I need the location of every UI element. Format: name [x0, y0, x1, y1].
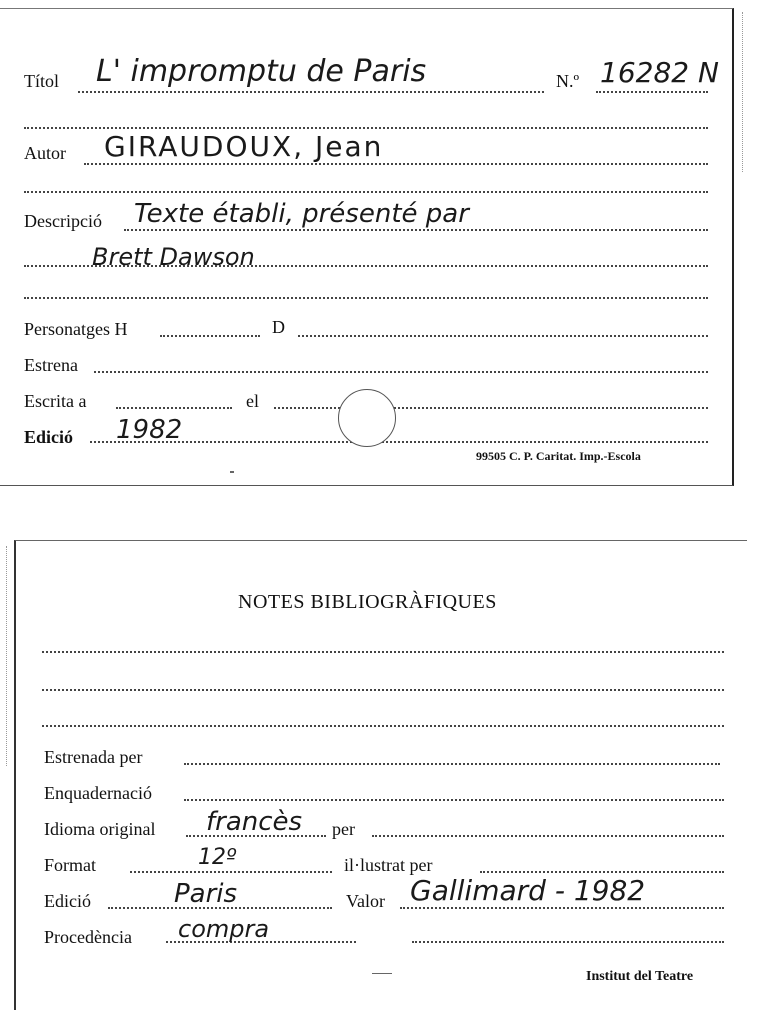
titol-value: L' impromptu de Paris: [96, 54, 427, 89]
format-value: 12º: [198, 845, 237, 870]
edicio2-label: Edició: [44, 891, 91, 911]
personatges-d-line: [298, 335, 708, 337]
institut-credit: Institut del Teatre: [586, 969, 694, 984]
notes-line-3: [42, 725, 724, 727]
estrenada-line: [184, 763, 720, 765]
numero-line: [596, 91, 708, 93]
personatges-label: Personatges H: [24, 319, 128, 339]
titol-line: [78, 91, 544, 93]
scan-edge-noise: [742, 12, 743, 172]
descripcio-label: Descripció: [24, 211, 102, 231]
titol-label: Títol: [24, 71, 59, 91]
notes-heading: NOTES BIBLIOGRÀFIQUES: [238, 591, 497, 613]
autor-line: [84, 163, 708, 165]
speck: [230, 471, 234, 473]
edicio-label: Edició: [24, 427, 74, 447]
per-line: [372, 835, 724, 837]
escrita-label: Escrita a: [24, 391, 87, 411]
enquadernacio-line: [184, 799, 724, 801]
idioma-label: Idioma original: [44, 819, 156, 839]
valor-label: Valor: [346, 891, 385, 911]
autor-extra-line: [24, 191, 708, 193]
valor-value: Gallimard - 1982: [410, 874, 646, 907]
valor-line: [400, 907, 724, 909]
descripcio-line-3: [24, 297, 708, 299]
notes-line-1: [42, 651, 724, 653]
estrena-label: Estrena: [24, 355, 78, 375]
descripcio-value-2: Brett Dawson: [92, 243, 255, 271]
printer-credit: 99505 C. P. Caritat. Imp.-Escola: [476, 449, 641, 463]
idioma-value: francès: [206, 807, 303, 837]
notes-line-2: [42, 689, 724, 691]
procedencia-value: compra: [178, 915, 270, 943]
descripcio-line: [124, 229, 708, 231]
procedencia-line-2: [412, 941, 724, 943]
edicio2-value: Paris: [174, 879, 238, 909]
catalog-card-front: [0, 8, 734, 486]
personatges-h-line: [160, 335, 260, 337]
illustrat-label: il·lustrat per: [344, 855, 433, 875]
personatges-d-label: D: [272, 317, 285, 337]
illustrat-line: [480, 871, 724, 873]
numero-label: N.º: [556, 71, 580, 91]
enquadernacio-label: Enquadernació: [44, 783, 152, 803]
per-label: per: [332, 819, 355, 839]
speck-2: [372, 973, 392, 974]
autor-value: GIRAUDOUX, Jean: [104, 130, 384, 163]
numero-value: 16282 N: [600, 56, 719, 89]
edicio-value: 1982: [116, 415, 183, 445]
punch-hole: [338, 389, 396, 447]
autor-label: Autor: [24, 143, 66, 163]
titol-extra-line: [24, 127, 708, 129]
procedencia-label: Procedència: [44, 927, 132, 947]
catalog-card-back: [14, 540, 747, 1010]
format-line: [130, 871, 332, 873]
format-label: Format: [44, 855, 96, 875]
scan-edge-noise-left: [6, 546, 7, 766]
estrenada-label: Estrenada per: [44, 747, 143, 767]
edicio-line: [90, 441, 708, 443]
escrita-line: [116, 407, 232, 409]
descripcio-value-1: Texte établi, présenté par: [134, 199, 469, 229]
el-label: el: [246, 391, 259, 411]
estrena-line: [94, 371, 708, 373]
